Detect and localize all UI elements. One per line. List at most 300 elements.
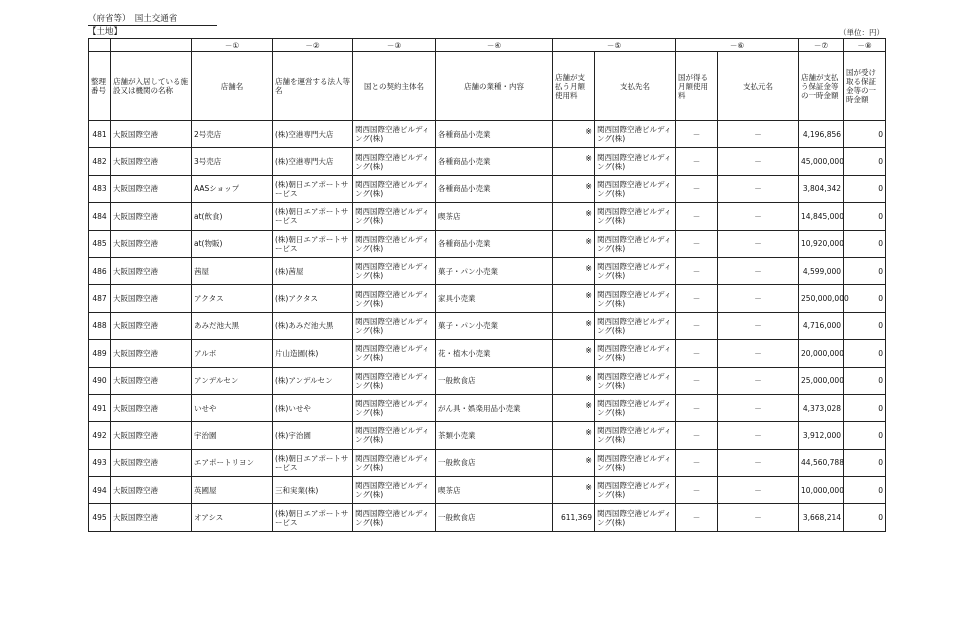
operator-name: (株)あみだ池大黒	[275, 321, 334, 331]
payee-name-cell	[595, 121, 676, 148]
monthly-rent-paid-cell	[553, 340, 595, 367]
monthly-rent-received-cell	[676, 367, 718, 394]
row-number-cell	[89, 449, 111, 476]
operator-name-cell	[273, 230, 353, 257]
operator-name-cell	[273, 477, 353, 504]
row-number: 486	[92, 266, 107, 276]
business-type-cell	[436, 422, 553, 449]
facility-name-cell	[111, 367, 192, 394]
row-number: 492	[92, 430, 107, 440]
row-number-cell	[89, 175, 111, 202]
row-number-cell	[89, 285, 111, 312]
deposit-received: 0	[878, 266, 884, 276]
deposit-paid-cell	[799, 312, 844, 339]
operator-name-cell	[273, 285, 353, 312]
monthly-rent-received-cell	[676, 422, 718, 449]
business-type-cell	[436, 449, 553, 476]
monthly-rent-paid-cell	[553, 477, 595, 504]
facility-name-cell	[111, 175, 192, 202]
payee-name: 関西国際空港ビルディング(株)	[597, 125, 672, 144]
row-number-cell	[89, 121, 111, 148]
deposit-received-cell	[844, 175, 886, 202]
deposit-paid: 4,599,000	[802, 266, 842, 276]
header-row	[89, 52, 886, 121]
deposit-paid-cell	[799, 477, 844, 504]
deposit-received: 0	[878, 458, 884, 468]
header-no: 整理番号	[89, 52, 111, 121]
col-number-3: －③	[353, 39, 436, 52]
payer-name-cell	[718, 230, 799, 257]
contract-party-cell	[353, 148, 436, 175]
deposit-paid: 3,668,214	[802, 513, 842, 523]
operator-name-cell	[273, 257, 353, 284]
payer-name-cell	[718, 394, 799, 421]
monthly-rent-received: －	[692, 239, 701, 249]
business-type-cell	[436, 148, 553, 175]
ministry-label: （府省等） 国土交通省	[88, 13, 217, 26]
table-row	[89, 312, 886, 339]
row-number: 491	[92, 403, 107, 413]
row-number: 483	[92, 184, 107, 194]
facility-name: 大阪国際空港	[113, 376, 158, 386]
contract-party: 関西国際空港ビルディング(株)	[355, 508, 430, 527]
header-contract: 国との契約主体名	[353, 52, 436, 121]
business-type: 一般飲食店	[438, 376, 476, 386]
payee-name-cell	[595, 257, 676, 284]
payer-name-cell	[718, 340, 799, 367]
row-number: 490	[92, 376, 107, 386]
business-type: 家具小売業	[438, 294, 476, 304]
facility-name-cell	[111, 121, 192, 148]
monthly-rent-received: －	[692, 129, 701, 139]
payer-name: －	[754, 211, 762, 221]
col-number-6: －⑥	[676, 39, 799, 52]
business-type-cell	[436, 257, 553, 284]
contract-party: 関西国際空港ビルディング(株)	[355, 179, 430, 198]
payer-name-cell	[718, 449, 799, 476]
store-table	[88, 38, 886, 532]
payee-name-cell	[595, 504, 676, 531]
monthly-rent-received-cell	[676, 230, 718, 257]
deposit-received: 0	[878, 430, 884, 440]
store-name-cell	[192, 449, 273, 476]
note-mark: ※	[585, 154, 592, 164]
monthly-rent-received-cell	[676, 285, 718, 312]
deposit-paid-cell	[799, 148, 844, 175]
payee-name: 関西国際空港ビルディング(株)	[597, 508, 672, 527]
store-name-cell	[192, 285, 273, 312]
table-row	[89, 175, 886, 202]
deposit-paid-cell	[799, 285, 849, 312]
operator-name: 片山造園(株)	[275, 348, 319, 358]
monthly-rent-paid-cell	[553, 175, 595, 202]
facility-name: 大阪国際空港	[113, 184, 158, 194]
deposit-paid-cell	[799, 203, 844, 230]
facility-name: 大阪国際空港	[113, 239, 158, 249]
facility-name: 大阪国際空港	[113, 430, 158, 440]
monthly-rent-paid-cell	[553, 285, 595, 312]
payer-name-cell	[718, 422, 799, 449]
contract-party-cell	[353, 257, 436, 284]
row-number: 493	[92, 458, 107, 468]
facility-name-cell	[111, 477, 192, 504]
payee-name-cell	[595, 340, 676, 367]
note-mark: ※	[585, 263, 592, 273]
contract-party: 関西国際空港ビルディング(株)	[355, 289, 430, 308]
business-type: がん具・娯楽用品小売業	[438, 403, 521, 413]
monthly-rent-received-cell	[676, 312, 718, 339]
header-deposit-paid: 店舗が支払う保証金等の一時金額	[799, 52, 844, 121]
facility-name: 大阪国際空港	[113, 157, 158, 167]
monthly-rent-received-cell	[676, 121, 718, 148]
table-row	[89, 449, 886, 476]
payee-name: 関西国際空港ビルディング(株)	[597, 481, 672, 500]
payer-name-cell	[718, 367, 799, 394]
store-name: アクタス	[194, 294, 224, 304]
note-mark: ※	[585, 455, 592, 465]
operator-name: (株)朝日エアポートサービス	[275, 234, 349, 253]
store-name: 3号売店	[194, 157, 222, 167]
facility-name: 大阪国際空港	[113, 321, 158, 331]
payee-name: 関西国際空港ビルディング(株)	[597, 262, 672, 281]
facility-name: 大阪国際空港	[113, 129, 158, 139]
table-row	[89, 477, 886, 504]
monthly-rent-received-cell	[676, 449, 718, 476]
row-number-cell	[89, 394, 111, 421]
facility-name-cell	[111, 230, 192, 257]
payer-name: －	[754, 348, 762, 358]
facility-name-cell	[111, 257, 192, 284]
deposit-paid: 14,845,000	[801, 211, 844, 221]
facility-name-cell	[111, 203, 192, 230]
header-facility: 店舗が入居している施設又は機関の名称	[111, 52, 192, 121]
deposit-paid: 44,560,788	[801, 458, 844, 468]
business-type: 各種商品小売業	[438, 129, 491, 139]
store-name: アルボ	[194, 348, 217, 358]
store-name: エアポートリヨン	[194, 458, 254, 468]
note-mark: ※	[585, 483, 592, 493]
contract-party-cell	[353, 121, 436, 148]
contract-party: 関西国際空港ビルディング(株)	[355, 152, 430, 171]
contract-party-cell	[353, 504, 436, 531]
deposit-paid-cell	[799, 394, 844, 421]
deposit-received-cell	[844, 477, 886, 504]
note-mark: ※	[585, 236, 592, 246]
table-row	[89, 394, 886, 421]
contract-party: 関西国際空港ビルディング(株)	[355, 481, 430, 500]
payee-name-cell	[595, 285, 676, 312]
note-mark: ※	[585, 127, 592, 136]
deposit-received: 0	[878, 321, 884, 331]
facility-name-cell	[111, 148, 192, 175]
row-number-cell	[89, 340, 111, 367]
row-number: 481	[92, 129, 107, 139]
deposit-received: 0	[878, 294, 884, 304]
operator-name-cell	[273, 504, 353, 531]
deposit-received-cell	[844, 422, 886, 449]
operator-name-cell	[273, 148, 353, 175]
operator-name-cell	[273, 121, 353, 148]
payer-name-cell	[718, 121, 799, 148]
contract-party-cell	[353, 312, 436, 339]
store-name-cell	[192, 148, 273, 175]
facility-name: 大阪国際空港	[113, 348, 158, 358]
header-rent-received: 国が得る月額使用料	[676, 52, 718, 121]
deposit-received-cell	[844, 340, 886, 367]
operator-name: (株)朝日エアポートサービス	[275, 508, 349, 527]
deposit-paid-cell	[799, 257, 844, 284]
contract-party: 関西国際空港ビルディング(株)	[355, 207, 430, 226]
operator-name: (株)朝日エアポートサービス	[275, 453, 349, 472]
facility-name-cell	[111, 449, 192, 476]
facility-name-cell	[111, 394, 192, 421]
header-deposit-received: 国が受け取る保証金等の一時金額	[844, 52, 886, 121]
payee-name: 関西国際空港ビルディング(株)	[597, 453, 672, 472]
row-number-cell	[89, 367, 111, 394]
business-type: 喫茶店	[438, 211, 461, 221]
facility-name: 大阪国際空港	[113, 458, 158, 468]
table-row	[89, 121, 886, 148]
contract-party: 関西国際空港ビルディング(株)	[355, 426, 430, 445]
payer-name: －	[754, 129, 762, 139]
row-number: 484	[92, 211, 107, 221]
store-name-cell	[192, 422, 273, 449]
store-name-cell	[192, 367, 273, 394]
monthly-rent-received: －	[692, 458, 701, 468]
operator-name: (株)空港専門大店	[275, 157, 334, 167]
monthly-rent-received: －	[692, 348, 701, 358]
facility-name: 大阪国際空港	[113, 513, 158, 523]
contract-party-cell	[353, 340, 436, 367]
payer-name: －	[754, 485, 762, 495]
monthly-rent-paid-cell	[553, 422, 595, 449]
deposit-received: 0	[878, 211, 884, 221]
note-mark: ※	[585, 291, 592, 301]
store-name-cell	[192, 312, 273, 339]
monthly-rent-received: －	[692, 513, 701, 523]
monthly-rent-received-cell	[676, 257, 718, 284]
contract-party: 関西国際空港ビルディング(株)	[355, 399, 430, 418]
col-number-5: －⑤	[553, 39, 676, 52]
header-operator: 店舗を運営する法人等名	[273, 52, 353, 121]
store-name: オアシス	[194, 513, 224, 523]
monthly-rent-received: －	[692, 321, 701, 331]
monthly-rent-received-cell	[676, 477, 718, 504]
store-name: at(飲食)	[194, 211, 223, 221]
monthly-rent-paid: 611,369	[560, 513, 592, 523]
deposit-received: 0	[878, 157, 884, 167]
payer-name: －	[754, 430, 762, 440]
row-number-cell	[89, 148, 111, 175]
operator-name: (株)宇治園	[275, 430, 311, 440]
monthly-rent-received: －	[692, 184, 701, 194]
payer-name: －	[754, 239, 762, 249]
row-number-cell	[89, 477, 111, 504]
contract-party-cell	[353, 477, 436, 504]
col-number-4: －④	[436, 39, 553, 52]
payee-name-cell	[595, 367, 676, 394]
business-type: 各種商品小売業	[438, 239, 491, 249]
business-type: 茶類小売業	[438, 430, 476, 440]
business-type-cell	[436, 367, 553, 394]
store-name: at(物販)	[194, 239, 223, 249]
contract-party-cell	[353, 285, 436, 312]
operator-name-cell	[273, 340, 353, 367]
deposit-received-cell	[844, 312, 886, 339]
note-mark: ※	[585, 373, 592, 383]
monthly-rent-paid-cell	[553, 121, 595, 148]
facility-name: 大阪国際空港	[113, 266, 158, 276]
monthly-rent-paid-cell	[553, 394, 595, 421]
unit-label: （単位：円）	[839, 28, 884, 37]
row-number: 495	[92, 513, 107, 523]
monthly-rent-received: －	[692, 266, 701, 276]
store-name-cell	[192, 257, 273, 284]
payee-name: 関西国際空港ビルディング(株)	[597, 316, 672, 335]
monthly-rent-paid-cell	[553, 203, 595, 230]
store-name: 英國屋	[194, 485, 217, 495]
business-type: 喫茶店	[438, 485, 461, 495]
business-type-cell	[436, 121, 553, 148]
deposit-paid-cell	[799, 230, 844, 257]
payer-name: －	[754, 458, 762, 468]
business-type: 花・植木小売業	[438, 348, 491, 358]
operator-name: 三和実業(株)	[275, 485, 319, 495]
deposit-received: 0	[878, 348, 884, 358]
monthly-rent-paid-cell	[553, 504, 595, 531]
note-mark: ※	[585, 400, 592, 410]
table-row	[89, 230, 886, 257]
payee-name-cell	[595, 449, 676, 476]
col-number-1: －①	[192, 39, 273, 52]
contract-party: 関西国際空港ビルディング(株)	[355, 234, 430, 253]
row-number-cell	[89, 422, 111, 449]
row-number-cell	[89, 203, 111, 230]
store-name-cell	[192, 504, 273, 531]
note-mark: ※	[585, 428, 592, 438]
payer-name-cell	[718, 504, 799, 531]
operator-name-cell	[273, 422, 353, 449]
row-number: 487	[92, 294, 107, 304]
business-type-cell	[436, 285, 553, 312]
store-name: AASショップ	[194, 184, 240, 194]
category-label: 【土地】	[88, 27, 123, 37]
deposit-received: 0	[878, 376, 884, 386]
operator-name-cell	[273, 367, 353, 394]
payee-name-cell	[595, 394, 676, 421]
payee-name: 関西国際空港ビルディング(株)	[597, 344, 672, 363]
payer-name: －	[754, 157, 762, 167]
payee-name: 関西国際空港ビルディング(株)	[597, 207, 672, 226]
deposit-paid-cell	[799, 449, 844, 476]
store-name: 宇治園	[194, 430, 217, 440]
row-number: 494	[92, 485, 107, 495]
note-mark: ※	[585, 181, 592, 191]
contract-party: 関西国際空港ビルディング(株)	[355, 371, 430, 390]
table-body	[89, 121, 886, 532]
payer-name: －	[754, 321, 762, 331]
store-name-cell	[192, 340, 273, 367]
payer-name: －	[754, 513, 762, 523]
deposit-received: 0	[878, 403, 884, 413]
business-type-cell	[436, 312, 553, 339]
deposit-received-cell	[844, 504, 886, 531]
header-business: 店舗の業種・内容	[436, 52, 553, 121]
store-name-cell	[192, 394, 273, 421]
deposit-received-cell	[844, 257, 886, 284]
column-number-row	[89, 39, 886, 52]
business-type-cell	[436, 394, 553, 421]
table-row	[89, 285, 886, 312]
monthly-rent-received-cell	[676, 203, 718, 230]
operator-name-cell	[273, 312, 353, 339]
row-number-cell	[89, 230, 111, 257]
payer-name: －	[754, 403, 762, 413]
payer-name: －	[754, 294, 762, 304]
deposit-received-cell	[844, 121, 886, 148]
monthly-rent-received: －	[692, 294, 701, 304]
table-row	[89, 422, 886, 449]
store-name: アンデルセン	[194, 376, 239, 386]
payee-name-cell	[595, 230, 676, 257]
deposit-paid: 45,000,000	[801, 157, 844, 167]
deposit-received-cell	[844, 394, 886, 421]
deposit-paid: 25,000,000	[801, 376, 844, 386]
deposit-paid: 10,920,000	[801, 239, 844, 249]
business-type: 菓子・パン小売業	[438, 321, 498, 331]
header-store: 店舗名	[192, 52, 273, 121]
payee-name: 関西国際空港ビルディング(株)	[597, 399, 672, 418]
contract-party-cell	[353, 203, 436, 230]
monthly-rent-received-cell	[676, 394, 718, 421]
row-number-cell	[89, 312, 111, 339]
monthly-rent-paid-cell	[553, 367, 595, 394]
monthly-rent-received-cell	[676, 504, 718, 531]
payee-name: 関西国際空港ビルディング(株)	[597, 371, 672, 390]
payee-name-cell	[595, 477, 676, 504]
contract-party-cell	[353, 367, 436, 394]
monthly-rent-received: －	[692, 430, 701, 440]
table-row	[89, 148, 886, 175]
contract-party: 関西国際空港ビルディング(株)	[355, 316, 430, 335]
deposit-paid-cell	[799, 367, 844, 394]
business-type-cell	[436, 175, 553, 202]
payee-name: 関西国際空港ビルディング(株)	[597, 152, 672, 171]
monthly-rent-received: －	[692, 376, 701, 386]
business-type: 菓子・パン小売業	[438, 266, 498, 276]
table-row	[89, 367, 886, 394]
store-name: あみだ池大黒	[194, 321, 239, 331]
header-rent-paid: 店舗が支払う月額使用料	[553, 52, 595, 121]
table-row	[89, 203, 886, 230]
contract-party-cell	[353, 449, 436, 476]
store-name-cell	[192, 203, 273, 230]
store-name: 2号売店	[194, 129, 222, 139]
deposit-received-cell	[844, 148, 886, 175]
note-mark: ※	[585, 318, 592, 328]
monthly-rent-paid-cell	[553, 257, 595, 284]
table-row	[89, 504, 886, 531]
store-name-cell	[192, 230, 273, 257]
payer-name-cell	[718, 312, 799, 339]
contract-party: 関西国際空港ビルディング(株)	[355, 125, 430, 144]
payee-name-cell	[595, 175, 676, 202]
business-type-cell	[436, 477, 553, 504]
monthly-rent-received: －	[692, 211, 701, 221]
contract-party-cell	[353, 175, 436, 202]
contract-party: 関西国際空港ビルディング(株)	[355, 344, 430, 363]
operator-name: (株)朝日エアポートサービス	[275, 179, 349, 198]
